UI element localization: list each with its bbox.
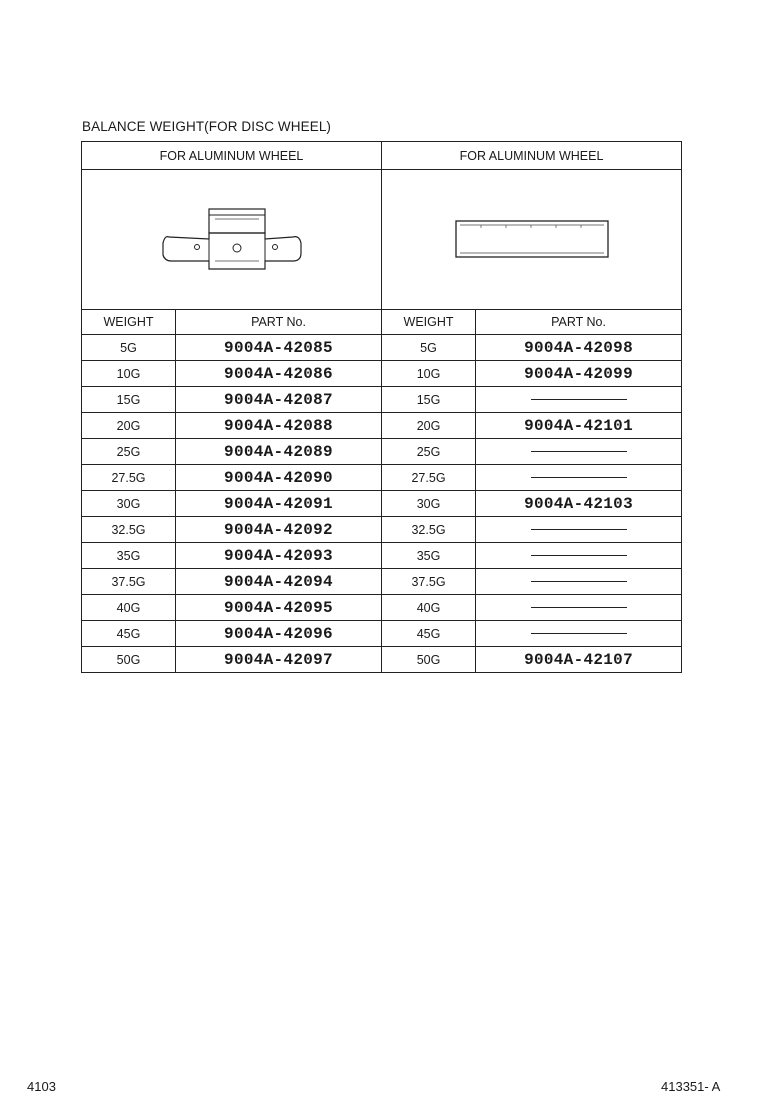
right-part-number: [476, 569, 682, 595]
right-weight-cell: 25G: [382, 439, 476, 465]
left-part-number: 9004A-42097: [176, 647, 382, 673]
left-weight-cell: 32.5G: [82, 517, 176, 543]
left-part-col-header: PART No.: [176, 310, 382, 335]
left-weight-cell: 25G: [82, 439, 176, 465]
page-title: BALANCE WEIGHT(FOR DISC WHEEL): [82, 119, 332, 134]
left-part-number: 9004A-42085: [176, 335, 382, 361]
left-part-number: 9004A-42094: [176, 569, 382, 595]
left-weight-cell: 45G: [82, 621, 176, 647]
not-available-dash: [531, 399, 627, 400]
left-weight-cell: 40G: [82, 595, 176, 621]
right-weight-cell: 30G: [382, 491, 476, 517]
table-row: [82, 543, 682, 569]
left-part-number: 9004A-42088: [176, 413, 382, 439]
table-row: [82, 595, 682, 621]
balance-weight-table: [81, 141, 682, 673]
right-part-number: [476, 595, 682, 621]
right-weight-col-header: WEIGHT: [382, 310, 476, 335]
left-part-number: 9004A-42096: [176, 621, 382, 647]
right-part-number: [476, 543, 682, 569]
left-weight-cell: 50G: [82, 647, 176, 673]
table-row: [82, 387, 682, 413]
left-wheel-header: FOR ALUMINUM WHEEL: [82, 142, 382, 170]
left-part-number: 9004A-42092: [176, 517, 382, 543]
right-part-number: [476, 387, 682, 413]
right-weight-cell: 35G: [382, 543, 476, 569]
table-row: [82, 647, 682, 673]
not-available-dash: [531, 451, 627, 452]
right-part-col-header: PART No.: [476, 310, 682, 335]
left-part-number: 9004A-42087: [176, 387, 382, 413]
right-weight-cell: 5G: [382, 335, 476, 361]
left-weight-cell: 35G: [82, 543, 176, 569]
left-part-number: 9004A-42090: [176, 465, 382, 491]
not-available-dash: [531, 607, 627, 608]
left-weight-cell: 20G: [82, 413, 176, 439]
not-available-dash: [531, 477, 627, 478]
not-available-dash: [531, 529, 627, 530]
right-weight-cell: 20G: [382, 413, 476, 439]
table-row: [82, 439, 682, 465]
left-weight-cell: 30G: [82, 491, 176, 517]
table-row: [82, 413, 682, 439]
right-weight-cell: 37.5G: [382, 569, 476, 595]
not-available-dash: [531, 581, 627, 582]
table-row: [82, 517, 682, 543]
table-row: [82, 569, 682, 595]
right-weight-cell: 32.5G: [382, 517, 476, 543]
left-part-number: 9004A-42091: [176, 491, 382, 517]
right-part-number: 9004A-42103: [476, 491, 682, 517]
page-number: 4103: [27, 1079, 56, 1094]
right-weight-cell: 10G: [382, 361, 476, 387]
weight-rows: [82, 335, 682, 673]
not-available-dash: [531, 633, 627, 634]
right-part-number: 9004A-42101: [476, 413, 682, 439]
left-weight-cell: 15G: [82, 387, 176, 413]
left-part-number: 9004A-42095: [176, 595, 382, 621]
left-part-number: 9004A-42086: [176, 361, 382, 387]
right-weight-cell: 27.5G: [382, 465, 476, 491]
table-row: [82, 361, 682, 387]
right-part-number: [476, 517, 682, 543]
adhesive-weight-illustration: [382, 170, 682, 310]
table-row: [82, 621, 682, 647]
left-part-number: 9004A-42093: [176, 543, 382, 569]
right-weight-cell: 40G: [382, 595, 476, 621]
right-weight-cell: 45G: [382, 621, 476, 647]
left-weight-col-header: WEIGHT: [82, 310, 176, 335]
not-available-dash: [531, 555, 627, 556]
right-weight-cell: 15G: [382, 387, 476, 413]
left-weight-cell: 10G: [82, 361, 176, 387]
right-part-number: 9004A-42099: [476, 361, 682, 387]
left-part-number: 9004A-42089: [176, 439, 382, 465]
clip-on-weight-illustration: [82, 170, 382, 310]
left-weight-cell: 5G: [82, 335, 176, 361]
right-weight-cell: 50G: [382, 647, 476, 673]
right-wheel-header: FOR ALUMINUM WHEEL: [382, 142, 682, 170]
right-part-number: 9004A-42107: [476, 647, 682, 673]
left-weight-cell: 27.5G: [82, 465, 176, 491]
right-part-number: [476, 439, 682, 465]
left-weight-cell: 37.5G: [82, 569, 176, 595]
table-row: [82, 465, 682, 491]
table-row: [82, 491, 682, 517]
table-row: [82, 335, 682, 361]
figure-code: 413351- A: [661, 1079, 721, 1094]
right-part-number: [476, 465, 682, 491]
right-part-number: 9004A-42098: [476, 335, 682, 361]
right-part-number: [476, 621, 682, 647]
